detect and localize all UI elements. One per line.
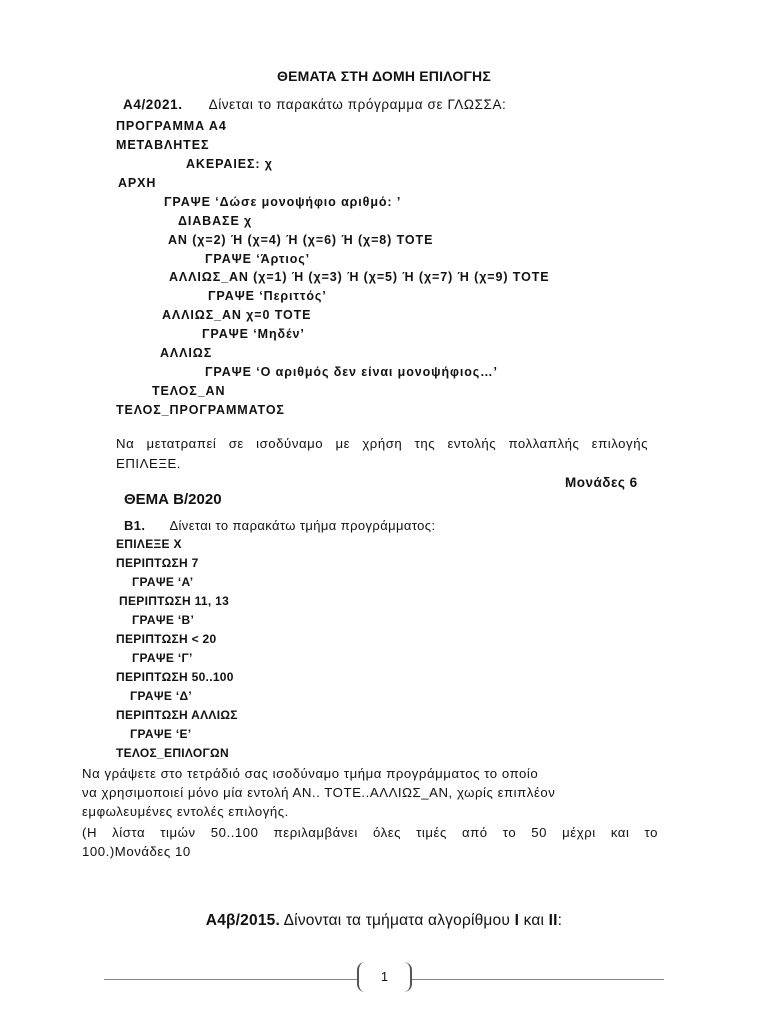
a4-code-line: ΤΕΛΟΣ_ΑΝ [152, 384, 226, 398]
a4-code-line: ΑΛΛΙΩΣ_ΑΝ χ=0 ΤΟΤΕ [162, 308, 312, 322]
theme-b-title: ΘΕΜΑ Β/2020 [124, 491, 222, 508]
a4-code-line: ΜΕΤΑΒΛΗΤΕΣ [116, 138, 210, 152]
b1-code-line: ΠΕΡΙΠΤΩΣΗ 50..100 [116, 670, 234, 684]
b1-intro [124, 518, 435, 533]
a4-code-line: ΓΡΑΨΕ ‘Περιττός’ [208, 289, 327, 303]
a4-code-line: ΑΚΕΡΑΙΕΣ: χ [186, 157, 273, 171]
a4-code-line: ΑΛΛΙΩΣ [160, 346, 213, 360]
b1-code-line: ΓΡΑΨΕ ‘Δ’ [130, 689, 193, 703]
b1-code-line: ΤΕΛΟΣ_ΕΠΙΛΟΓΩΝ [116, 746, 229, 760]
footer-rule-right [410, 979, 664, 980]
b1-code-line: ΓΡΑΨΕ ‘Γ’ [132, 651, 193, 665]
footer-rule-left [104, 979, 357, 980]
b1-note-cont: 100.)Μονάδες 10 [82, 844, 191, 859]
a4b-label: Α4β/2015. [205, 912, 280, 929]
page-title: ΘΕΜΑΤΑ ΣΤΗ ΔΟΜΗ ΕΠΙΛΟΓΗΣ [277, 68, 491, 84]
a4-intro [123, 97, 506, 112]
a4-code-line: ΓΡΑΨΕ ‘Ο αριθμός δεν είναι μονοψήφιος…’ [205, 365, 498, 379]
a4-code-line: ΑΝ (χ=2) Ή (χ=4) Ή (χ=6) Ή (χ=8) ΤΟΤΕ [168, 233, 434, 247]
a4-label: Α4/2021. [123, 97, 183, 112]
a4-code-line: ΓΡΑΨΕ ‘Μηδέν’ [202, 327, 305, 341]
a4-code-line: ΓΡΑΨΕ ‘Δώσε μονοψήφιο αριθμό: ’ [164, 195, 402, 209]
b1-code-line: ΠΕΡΙΠΤΩΣΗ ΑΛΛΙΩΣ [116, 708, 238, 722]
a4-code-line: ΠΡΟΓΡΑΜΜΑ Α4 [116, 119, 227, 133]
a4-question-cont: ΕΠΙΛΕΞΕ. [116, 456, 182, 471]
a4-code-line: ΑΡΧΗ [118, 176, 157, 190]
a4-question: Να μετατραπεί σε ισοδύναμο με χρήση της εντολής πολλαπλής επιλογής [116, 436, 648, 451]
b1-note: (Η λίστα τιμών 50..100 περιλαμβάνει όλες τιμές από το 50 μέχρι και το [82, 825, 658, 840]
page-number: 1 [357, 962, 412, 992]
a4-code-line: ΔΙΑΒΑΣΕ χ [178, 214, 253, 228]
b1-code-line: ΠΕΡΙΠΤΩΣΗ 11, 13 [119, 594, 230, 608]
a4-code-line: ΑΛΛΙΩΣ_ΑΝ (χ=1) Ή (χ=3) Ή (χ=5) Ή (χ=7) Ή (χ=9) ΤΟΤΕ [169, 270, 550, 284]
b1-code-line: ΓΡΑΨΕ ‘Β’ [132, 613, 195, 627]
b1-text: εμφωλευμένες εντολές επιλογής. [82, 804, 289, 819]
b1-code-line: ΠΕΡΙΠΤΩΣΗ < 20 [116, 632, 217, 646]
b1-code-line: ΓΡΑΨΕ ‘Ε’ [130, 727, 192, 741]
a4-intro-text: Δίνεται το παρακάτω πρόγραμμα σε ΓΛΩΣΣΑ: [208, 97, 507, 112]
a4b-heading: Α4β/2015. Δίνονται τα τμήματα αλγορίθμου Ι και ΙΙ: [205, 912, 563, 929]
b1-label: Β1. [124, 518, 146, 533]
b1-intro-text: Δίνεται το παρακάτω τμήμα προγράμματος: [169, 518, 436, 533]
a4-units: Μονάδες 6 [565, 475, 638, 490]
a4-code-line: ΤΕΛΟΣ_ΠΡΟΓΡΑΜΜΑΤΟΣ [116, 403, 285, 417]
b1-code-line: ΠΕΡΙΠΤΩΣΗ 7 [116, 556, 199, 570]
b1-code-line: ΕΠΙΛΕΞΕ Χ [116, 537, 182, 551]
a4-code-line: ΓΡΑΨΕ ‘Άρτιος’ [205, 252, 311, 266]
b1-text: να χρησιμοποιεί μόνο μία εντολή ΑΝ.. ΤΟΤΕ..ΑΛΛΙΩΣ_ΑΝ, χωρίς επιπλέον [82, 785, 556, 800]
b1-code-line: ΓΡΑΨΕ ‘Α’ [132, 575, 194, 589]
b1-text: Να γράψετε στο τετράδιό σας ισοδύναμο τμήμα προγράμματος το οποίο [82, 766, 539, 781]
